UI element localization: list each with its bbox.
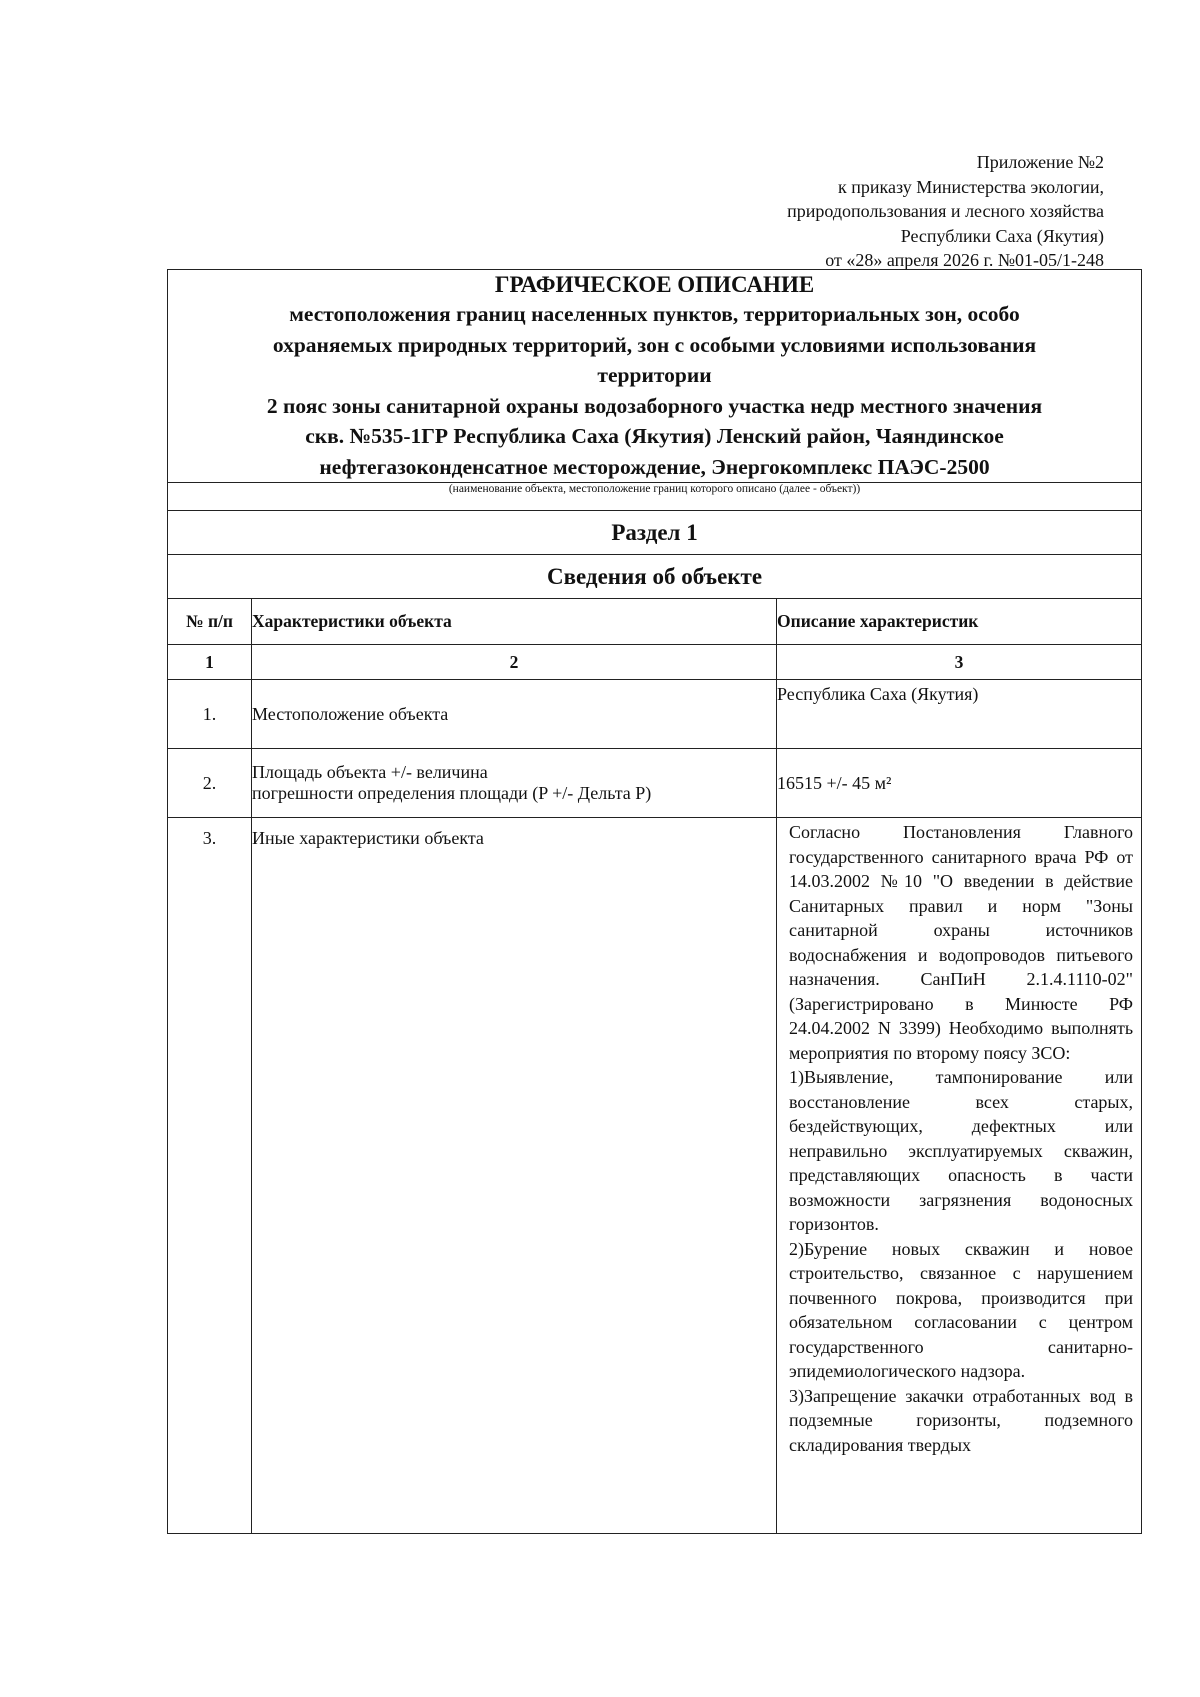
row-characteristic-line: погрешности определения площади (P +/- Дельта P)	[252, 783, 652, 803]
header-characteristics: Характеристики объекта	[252, 599, 777, 645]
table-row	[168, 680, 1142, 749]
row-number: 3.	[168, 818, 252, 1534]
section-number: Раздел 1	[168, 511, 1142, 555]
row-description	[777, 818, 1142, 1534]
title-line: охраняемых природных территорий, зон с особыми условиями использования	[272, 332, 1037, 357]
title-line: местоположения границ населенных пунктов, территориальных зон, особо	[289, 302, 1020, 326]
column-number-row	[168, 645, 1142, 680]
column-number: 2	[252, 645, 777, 680]
row-characteristic: Местоположение объекта	[252, 680, 777, 749]
row-characteristic	[252, 749, 777, 818]
column-number: 3	[777, 645, 1142, 680]
row-number: 1.	[168, 680, 252, 749]
appendix-line: Республики Саха (Якутия)	[900, 225, 1104, 246]
section-name: Сведения об объекте	[168, 555, 1142, 599]
header-number: № п/п	[168, 599, 252, 645]
row-characteristic: Иные характеристики объекта	[252, 818, 777, 1534]
appendix-line: природопользования и лесного хозяйства	[787, 201, 1104, 221]
document-title: ГРАФИЧЕСКОЕ ОПИСАНИЕ	[494, 272, 815, 297]
table-row	[168, 818, 1142, 1534]
row-characteristic-line: Площадь объекта +/- величина	[252, 762, 488, 782]
appendix-block	[787, 150, 1104, 273]
column-number: 1	[168, 645, 252, 680]
title-line: нефтегазоконденсатное месторождение, Энергокомплекс ПАЭС-2500	[319, 454, 990, 479]
appendix-line: к приказу Министерства экологии,	[837, 176, 1104, 197]
object-description-table	[167, 269, 1142, 1534]
description-paragraph: 1)Выявление, тампонирование или восстановление всех старых, бездействующих, дефектных или неправильно эксплуатируемых скважин, представляющих опасность в части возможности загрязнения водоносных горизонтов.	[789, 1067, 1134, 1234]
title-line: скв. №535-1ГР Республика Саха (Якутия) Ленский район, Чаяндинское	[305, 424, 1004, 448]
document-title-cell	[168, 270, 1142, 483]
description-paragraph: 2)Бурение новых скважин и новое строительство, связанное с нарушением почвенного покрова, производится при обязательном согласовании с центром государственного санитарно-эпидемиологического надзора.	[789, 1238, 1134, 1381]
table-row	[168, 749, 1142, 818]
header-row	[168, 599, 1142, 645]
appendix-line: от «28» апреля 2026 г. №01-05/1-248	[825, 250, 1104, 270]
title-caption: (наименование объекта, местоположение границ которого описано (далее - объект))	[168, 483, 1142, 511]
description-paragraph: 3)Запрещение закачки отработанных вод в подземные горизонты, подземного складирования твердых	[789, 1385, 1134, 1455]
row-description: Республика Саха (Якутия)	[777, 680, 1142, 749]
header-description: Описание характеристик	[777, 599, 1142, 645]
appendix-line: Приложение №2	[976, 152, 1104, 172]
title-line: территории	[597, 363, 712, 387]
description-paragraph: Согласно Постановления Главного государственного санитарного врача РФ от 14.03.2002 №10 "О введении в действие Санитарных правил и норм "Зоны санитарной охраны источников водоснабжения и водопроводов питьевого назначения. СанПиН 2.1.4.1110-02" (Зарегистрировано в Минюсте РФ 24.04.2002 N 3399) Необходимо выполнять мероприятия по второму поясу ЗСО:	[789, 822, 1134, 1063]
row-number: 2.	[168, 749, 252, 818]
row-description: 16515 +/- 45 м²	[777, 749, 1142, 818]
title-line: 2 пояс зоны санитарной охраны водозаборного участка недр местного значения	[266, 393, 1043, 418]
